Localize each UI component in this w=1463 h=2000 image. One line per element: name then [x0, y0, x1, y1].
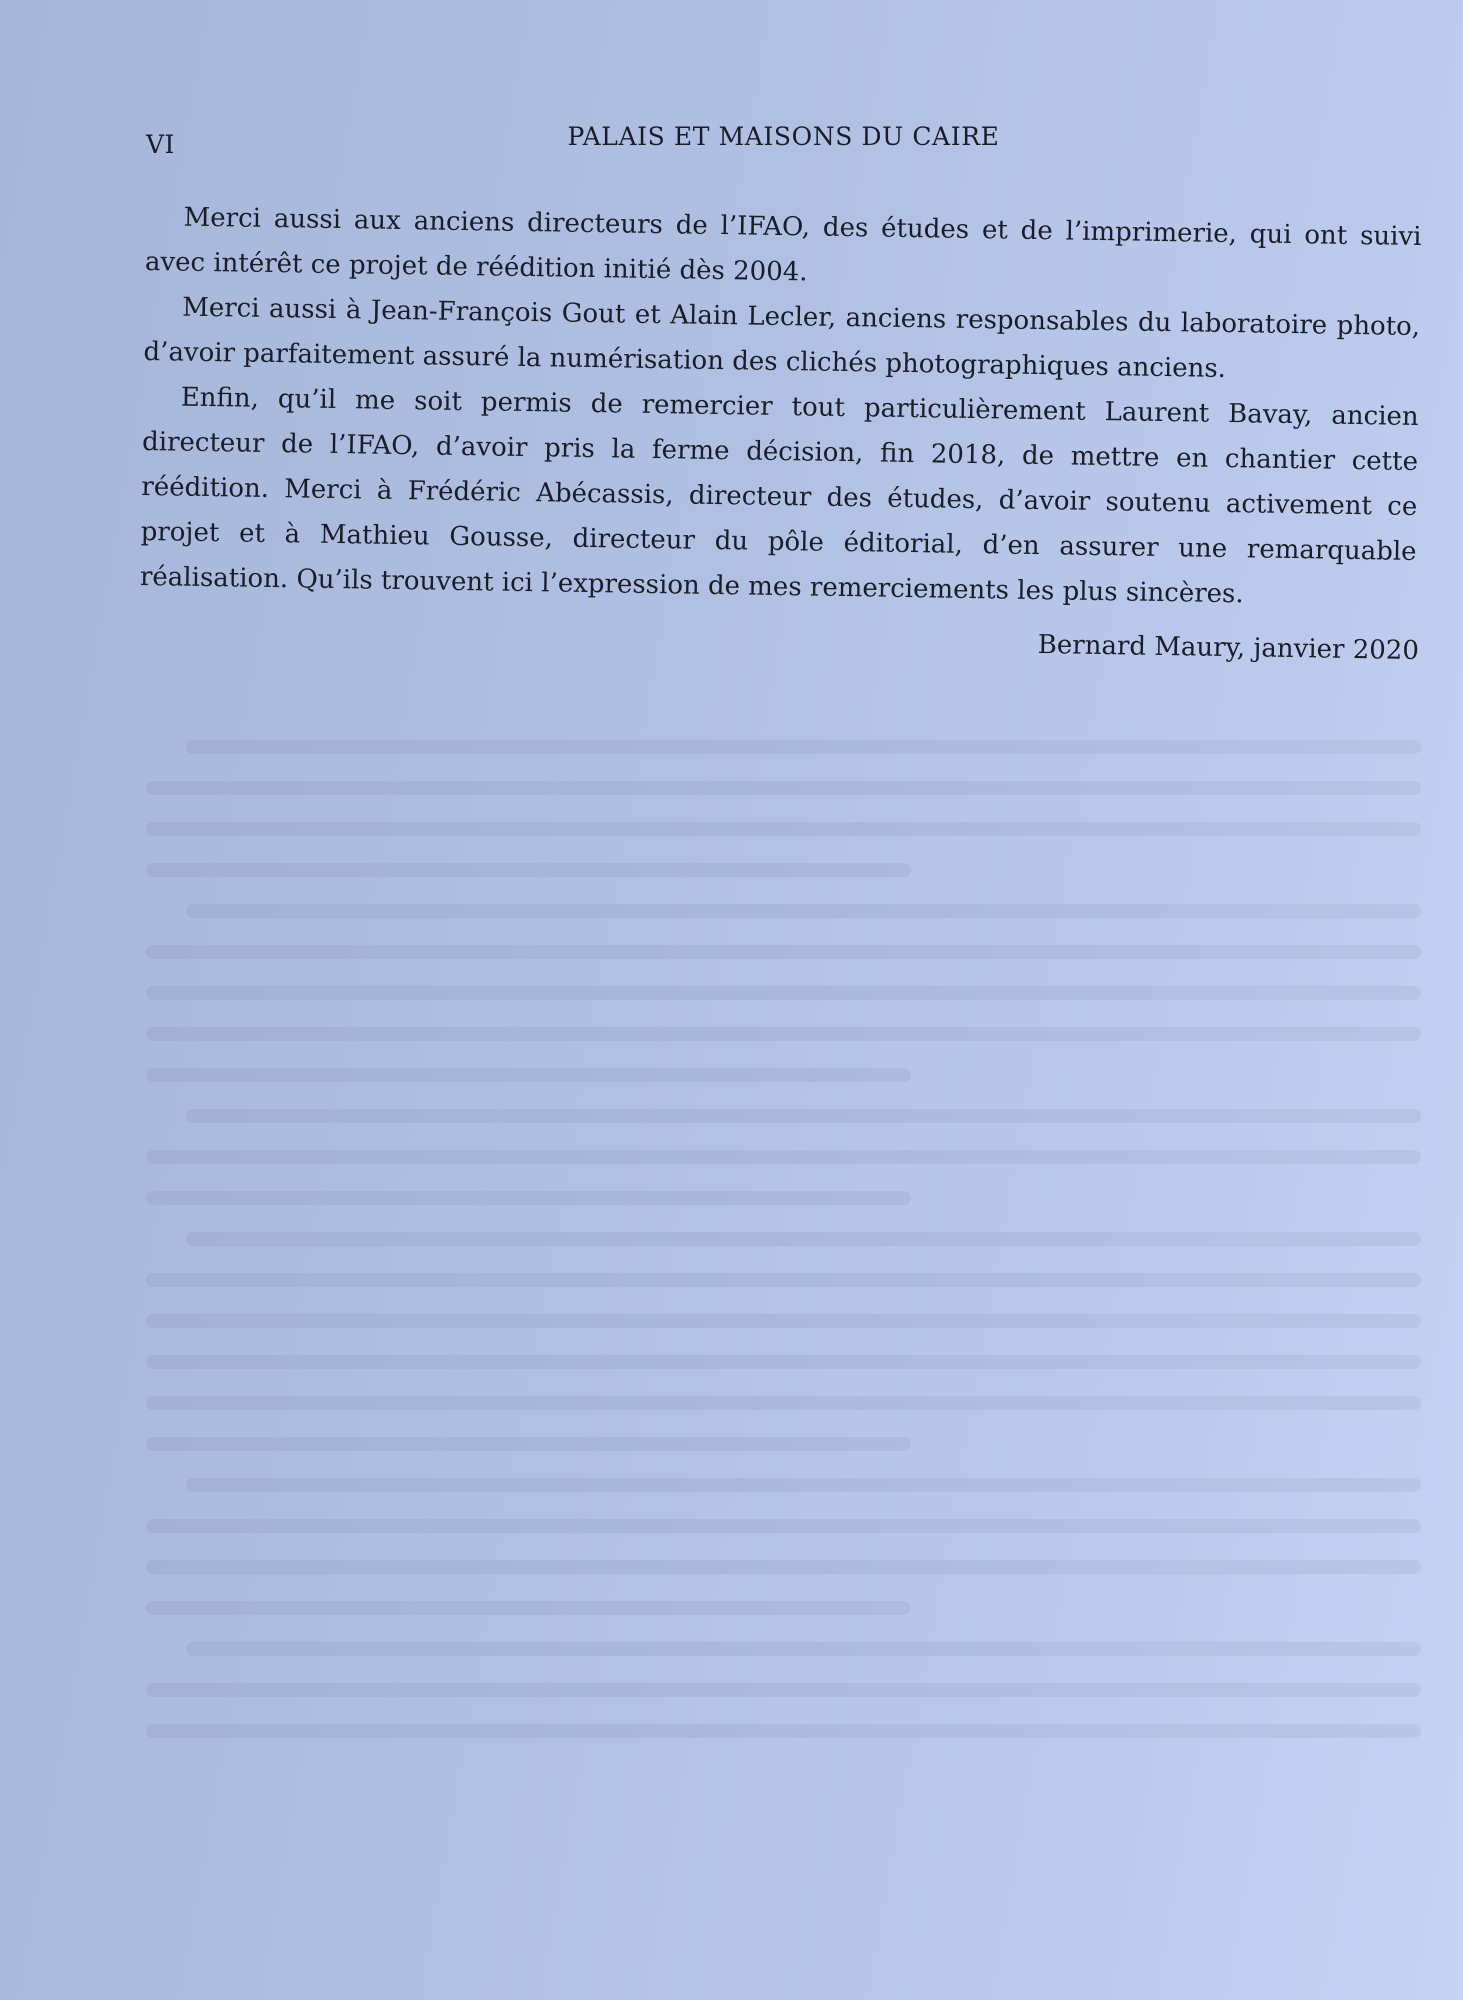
signature: Bernard Maury, janvier 2020: [1037, 630, 1419, 666]
page-number: VI: [146, 130, 175, 159]
paragraph: Enfin, qu’il me soit permis de remercier tout particulièrement Laurent Bavay, ancien directeur de l’IFAO, d’avoir pris la ferme décision, fin 2018, de mettre en chantier cette réédition. Merci à Frédéric Abécassis, directeur des études, d’avoir soutenu activement ce projet et à Mathieu Gousse, directeur du pôle éditorial, d’en assurer une remarquable réalisation. Qu’ils trouvent ici l’expression de mes remerciements les plus sincères.: [139, 382, 1419, 610]
running-head: [146, 122, 1421, 162]
paragraph: Merci aussi à Jean-François Gout et Alain Lecler, anciens responsables du laboratoire photo, d’avoir parfaitement assuré la numérisation des clichés photographiques anciens.: [143, 292, 1421, 384]
acknowledgements-text: [140, 195, 1422, 620]
running-title: PALAIS ET MAISONS DU CAIRE: [567, 122, 1000, 151]
paragraph: Merci aussi aux anciens directeurs de l’IFAO, des études et de l’imprimerie, qui ont suivi avec intérêt ce projet de réédition initié dès 2004.: [144, 202, 1422, 288]
show-through-texture: [146, 740, 1421, 1940]
